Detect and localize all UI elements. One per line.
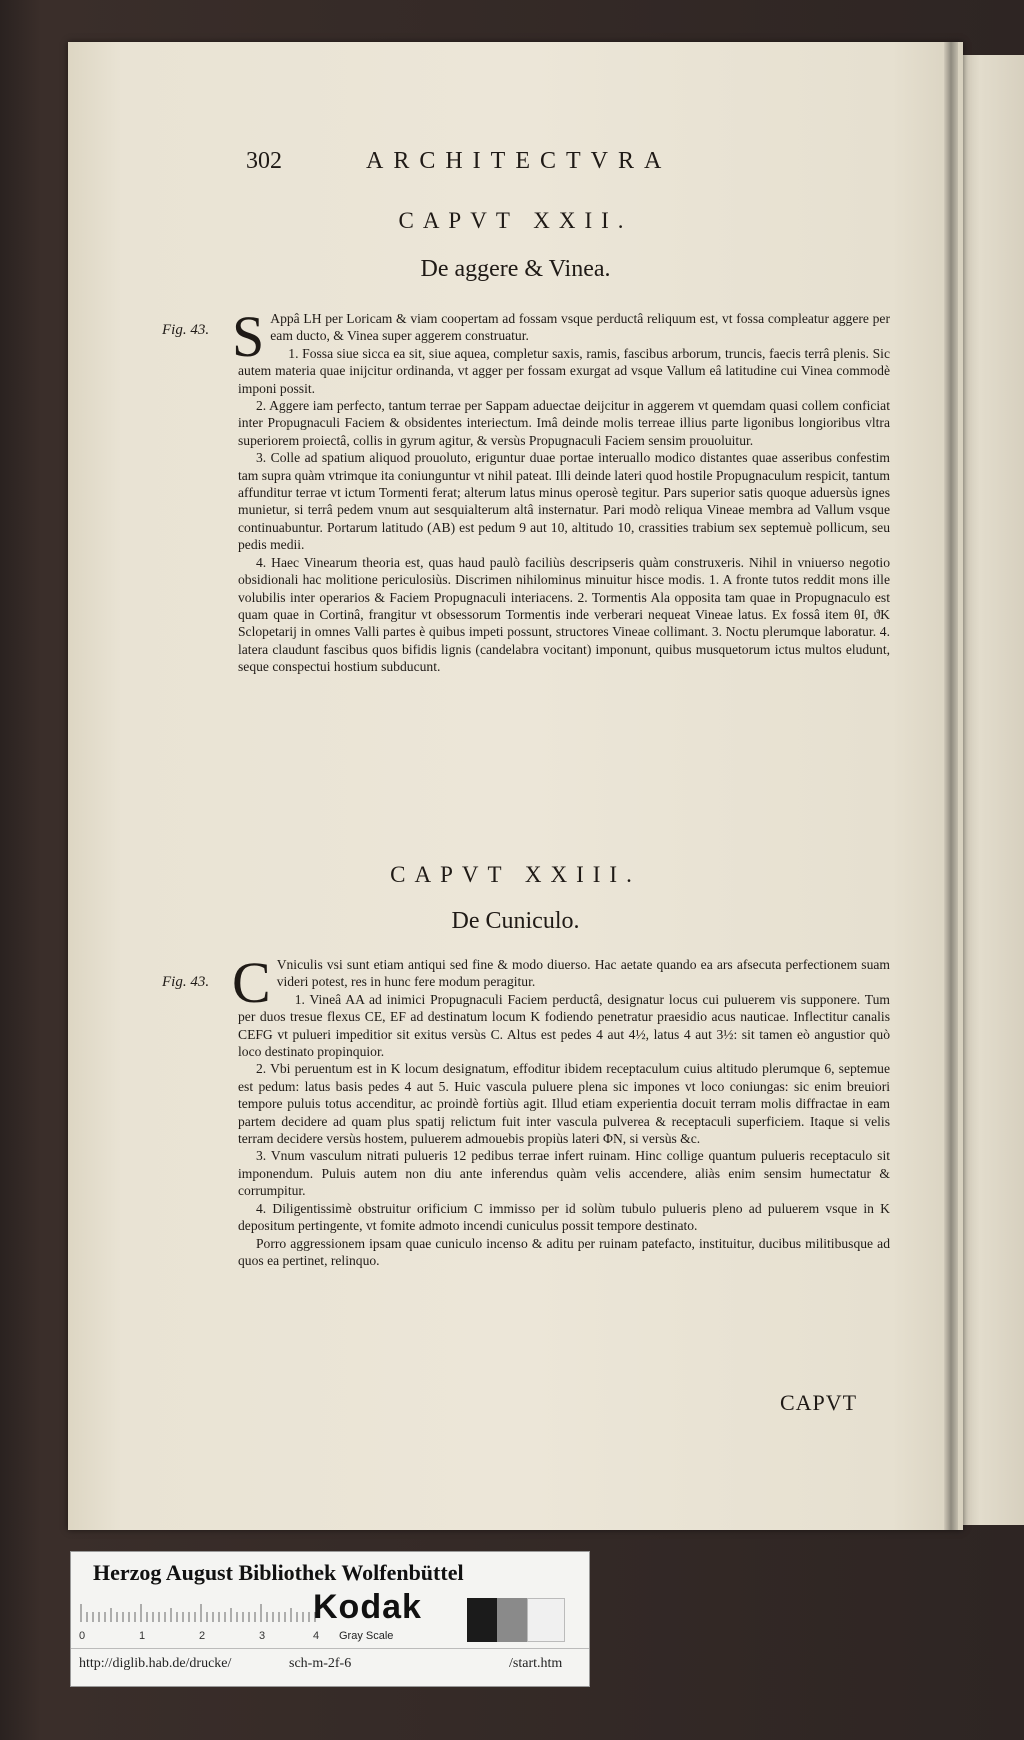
black-swatch [467, 1598, 497, 1642]
library-url: http://diglib.hab.de/drucke/ [79, 1656, 232, 1671]
grayscale-label: Gray Scale [339, 1630, 394, 1642]
paragraph: 1. Vineâ AA ad inimici Propugnaculi Faciem perductâ, designatur locus cui puluerem vis supponere. Tum per duos tresue flexus CE, EF ad destinatum locum K fodiendo penetratur praesidio acus nauticae. Inflectitur canalis CEFG vt pulueri impeditior sit exitus versùs C. Altus est pedes 4 aut 4½, latus 4 aut 3½: sit tamen eò angustior quò loco destinato propinquior. [238, 991, 890, 1060]
shelfmark: sch-m-2f-6 [289, 1656, 352, 1671]
paragraph: 4. Haec Vinearum theoria est, quas haud paulò faciliùs descripseris quàm construxeris. Nihil in vniuerso negotio obsidionali hac molitione periculosiùs. Discrimen nihilominus minuitur hisce modis. 1. A fronte tutos reddit mons ille volubilis inter operarios & Faciem Propugnaculi interiacens. 2. Tormentis Ala opposita tam quae in Propugnaculo est quam quae in Cortinâ, frangitur vt obsessorum Tormentis inde verberari nequeat Vineae latus. Ex fossâ item θI, ϑK Sclopetarij in omnes Valli partes è quibus impeti possunt, structores Vineae collimant. 3. Noctu plerumque laboratur. 4. latera claudunt fascibus quos bifidis lignis (candelabra vocitant) imponunt, quibus musquetorum ictus multos eludunt, seque conspectui hostium subducunt. [238, 554, 890, 675]
paragraph: 2. Aggere iam perfecto, tantum terrae per Sappam aduectae deijcitur in aggerem vt quemdam quasi collem conficiat inter Propugnaculi Faciem & obsidentes interiectum. Imâ deinde molis terreae illius parte ligonibus longioribus vltra superiorem proiectâ, collis in gyrum agitur, & versùs Propugnaculi Faciem sensim prouoluitur. [238, 398, 890, 448]
chapter-heading-1: CAPVT XXII. [398, 208, 633, 233]
chapter-title-2: De Cuniculo. [451, 908, 580, 934]
start-path: /start.htm [509, 1656, 563, 1671]
gray-swatch [497, 1598, 527, 1642]
divider [71, 1648, 589, 1649]
paragraph: 2. Vbi peruentum est in K locum designatum, effoditur ibidem receptaculum cuius altitudo plerumque 6, septemue est pedum: latus basis pedes 4 aut 5. Huic vascula puluere plena sic impones vt loco coniungas: sic enim breuiori tempore puluis totus accenditur, ac proindè fortiùs agit. Illud etiam experientia docuit terram molis diffractae in eam partem decidere ad quam plus spatij relictum fuit inter vascula pulverea & receptaculi superficiem. Itaque si velis terram decidere versùs hostem, puluerem admouebis propiùs lateri ΦN, si versùs &c. [238, 1061, 890, 1147]
page-number: 302 [246, 148, 282, 174]
paragraph: 3. Colle ad spatium aliquod prouoluto, eriguntur duae portae interuallo modico distantes quae asseribus confestim tam supra quàm vtrimque ita coniunguntur vt nihil pateat. Illi deinde lateri quod hostile Propugnaculum respicit, tantum affunditur terrae vt ictum Tormenti ferat; alterum latus minus operosè tegitur. Pars superior satis quoque aduersùs ignes munietur, si terrâ pedem vnum aut sesquialterum altâ insternatur. Pari modò reliqua Vineae membra ad Vallum vsque continuabuntur. Portarum latitudo (AB) est pedum 9 aut 10, altitudo 10, crassities trabium sex septemuè pollicum, seu pedis medii. [238, 450, 890, 553]
drop-capital: S [232, 304, 265, 369]
white-swatch [527, 1598, 565, 1642]
chapter-body-2 [232, 950, 890, 1269]
paragraph: S Appâ LH per Loricam & viam coopertam ad fossam vsque perductâ reliquum est, vt fossa compleatur aggere per eam ducto, & Vinea super aggerem construatur. [232, 304, 890, 369]
paragraph: 1. Fossa siue sicca ea sit, siue aquea, completur saxis, ramis, fascibus arborum, truncis, faecis terrâ plenis. Sic autem materia quae inijcitur ordinanda, vt agger per fossam exurgat ad vsque Vallum eâ latitudine cui Vinea commodè imponi possit. [238, 345, 890, 396]
running-head [246, 148, 846, 175]
drop-capital: C [232, 950, 271, 1015]
figure-reference-1: Fig. 43. [162, 322, 210, 338]
chapter-title-1: De aggere & Vinea. [420, 256, 611, 282]
paragraph: 4. Diligentissimè obstruitur orificium C immisso per id solùm tubulo pulueris pleno ad puluerem vsque in K depositum pertingente, vt fomite admoto incendi cuniculus possit tempore destinato. [238, 1200, 890, 1234]
catchword: CAPVT [780, 1390, 858, 1415]
paragraph: 3. Vnum vasculum nitrati pulueris 12 pedibus terrae infert ruinam. Hinc collige quantum pulueris receptaculo sit imponendum. Puluis autem non diu ante inferendus quàm velis accendere, aliàs enim sensim humectatur & corrumpitur. [238, 1148, 890, 1199]
paragraph: C Vniculis vsi sunt etiam antiqui sed fine & modo diuerso. Hac aetate quando ea ars afsecuta perfectionem suam videri potest, res in hunc fere modum peragitur. [232, 950, 890, 1015]
kodak-logo: Kodak [313, 1588, 422, 1626]
chapter-body-1 [232, 304, 890, 676]
paragraph: Porro aggressionem ipsam quae cuniculo incenso & aditu per ruinam patefacto, instituitur, ducibus militibusque ad quos ea pertinet, relinquo. [238, 1235, 890, 1268]
chapter-heading-2: CAPVT XXIII. [390, 862, 641, 887]
figure-reference-2: Fig. 43. [162, 974, 210, 990]
institution-name: Herzog August Bibliothek Wolfenbüttel [93, 1560, 464, 1585]
color-target-strip: Herzog August Bibliothek Wolfenbüttel 0 1 2 3 4 Kodak Gray Scale http://diglib.hab.de/drucke/ sch-m-2f-6 /start.htm [70, 1551, 590, 1687]
running-title: ARCHITECTVRA [366, 148, 672, 174]
